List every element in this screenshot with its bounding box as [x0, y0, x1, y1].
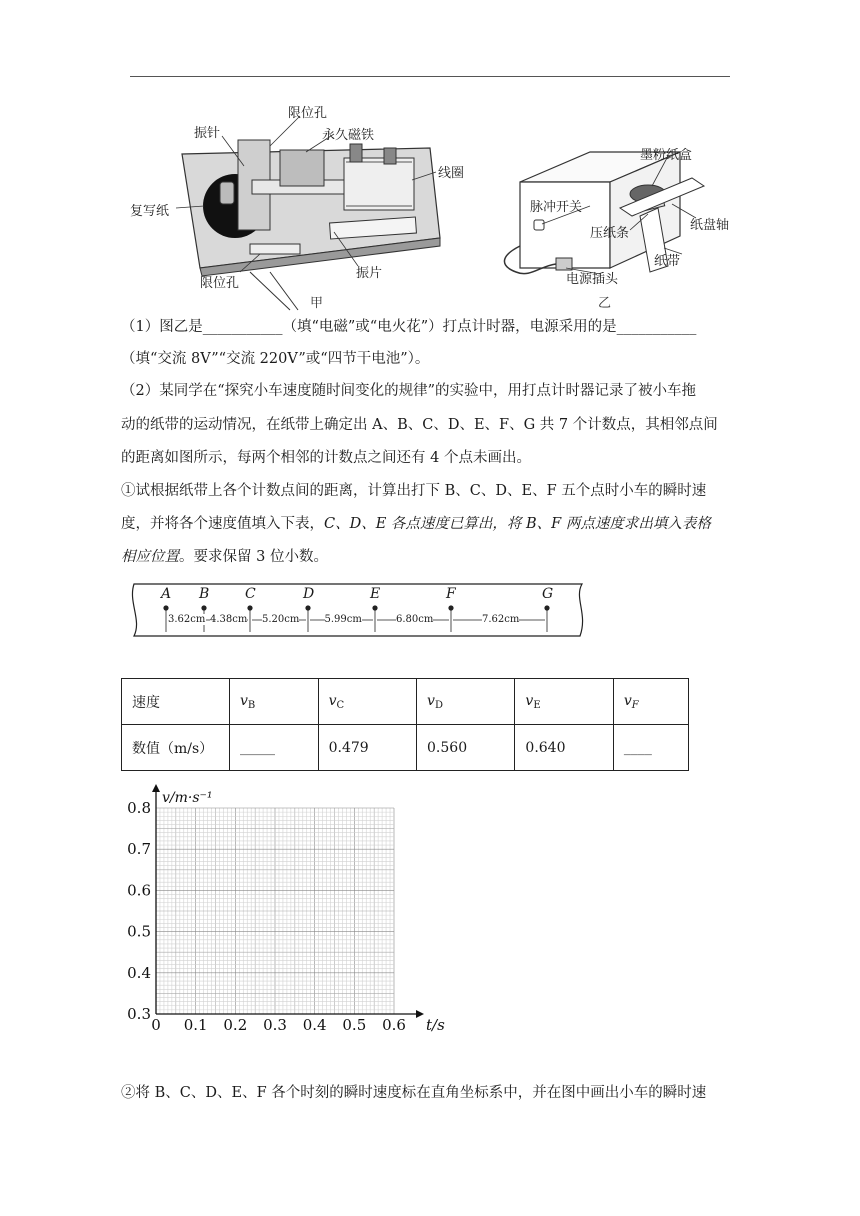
tape-distance-label: 5.20cm	[262, 614, 300, 625]
tape-distance-label: 5.99cm	[324, 614, 362, 625]
velocity-symbol: v	[427, 692, 435, 709]
q2-sub1-line3-italic: 相应位置	[121, 549, 179, 565]
table-row	[122, 679, 689, 725]
callout-coil: 线圈	[438, 166, 465, 181]
table-row	[122, 725, 689, 771]
callout-limit-hole-top: 限位孔	[288, 106, 328, 121]
table-col-vb	[230, 679, 319, 725]
tape-point-label: E	[370, 586, 381, 602]
tape-point-label: G	[542, 586, 554, 602]
q2-sub1-line2-italic: C、D、E 各点速度已算出，将 B、F 两点速度求出填入表格	[324, 516, 711, 532]
paper-tape	[128, 580, 586, 640]
velocity-symbol: v	[328, 692, 337, 709]
tape-point-label: A	[161, 586, 172, 602]
table-cell-vf-blank[interactable]: ____	[613, 725, 688, 771]
y-tick-label: 0.7	[127, 840, 151, 859]
table-cell-ve: 0.640	[515, 725, 613, 771]
table-col-ve	[515, 679, 613, 725]
x-tick-label: 0.2	[223, 1016, 248, 1034]
velocity-subscript: B	[247, 699, 256, 711]
q2-sub1-line1: ①试根据纸带上各个计数点间的距离，计算出打下 B、C、D、E、F 五个点时小车的瞬时速	[121, 483, 707, 499]
y-tick-label: 0.5	[127, 922, 151, 941]
x-axis-arrow	[416, 1010, 424, 1018]
table-cell-vb-blank[interactable]: _____	[230, 725, 319, 771]
q2-line2: 动的纸带的运动情况，在纸带上确定出 A、B、C、D、E、F、G 共 7 个计数点，其相邻点间	[121, 417, 718, 433]
q2-sub2-line1: ②将 B、C、D、E、F 各个时刻的瞬时速度标在直角坐标系中，并在图中画出小车的瞬时速	[121, 1085, 707, 1101]
x-tick-label: 0.5	[342, 1016, 367, 1034]
tape-distance-label: 6.80cm	[396, 614, 434, 625]
callout-paper-tape: 纸带	[654, 254, 681, 269]
x-axis-label: t/s	[426, 1016, 445, 1034]
tape-distance-label: 3.62cm	[168, 614, 206, 625]
x-tick-label: 0.3	[263, 1016, 287, 1034]
x-tick-label: 0.4	[302, 1016, 327, 1034]
paper-tape-drawing	[128, 580, 586, 640]
x-tick-label: 0	[151, 1016, 161, 1034]
callout-paper-reel-axis: 纸盘轴	[690, 218, 730, 233]
q2-sub1-line3	[121, 542, 733, 572]
tape-point-label: D	[303, 586, 315, 602]
table-header-speed: 速度	[122, 679, 230, 725]
callout-vibrating-plate: 振片	[356, 266, 383, 281]
tape-distance-label: 7.62cm	[482, 614, 520, 625]
vt-graph	[120, 778, 445, 1040]
table-cell-vc: 0.479	[318, 725, 416, 771]
callout-paper-press-strip: 压纸条	[590, 226, 630, 241]
velocity-subscript: C	[336, 699, 345, 711]
callout-toner-box: 墨粉纸盒	[640, 148, 693, 163]
vt-graph-svg	[120, 778, 445, 1040]
header-rule	[130, 76, 730, 77]
x-tick-label: 0.1	[183, 1016, 208, 1034]
table-col-vd	[417, 679, 515, 725]
x-tick-label: 0.6	[382, 1016, 406, 1034]
q2-sub1-line3-normal: 。要求保留 3 位小数。	[179, 549, 328, 565]
callout-power-plug: 电源插头	[566, 272, 619, 287]
figure-jia-caption: 甲	[310, 296, 324, 311]
tape-point-label: B	[199, 586, 210, 602]
table-cell-vd: 0.560	[417, 725, 515, 771]
tape-point-label: C	[245, 586, 256, 602]
velocity-subscript: E	[533, 699, 541, 711]
table-col-vf	[613, 679, 688, 725]
y-tick-label: 0.8	[127, 799, 151, 817]
callout-vibrating-needle: 振针	[194, 126, 221, 141]
q2-line1: （2）某同学在“探究小车速度随时间变化的规律”的实验中，用打点计时器记录了被小车拖	[121, 383, 697, 399]
table-col-vc	[318, 679, 416, 725]
velocity-symbol: v	[525, 692, 534, 709]
y-tick-label: 0.6	[127, 881, 151, 900]
velocity-table	[121, 678, 689, 771]
y-axis-arrow	[152, 784, 160, 792]
figure-yi-caption: 乙	[598, 296, 612, 311]
y-tick-label: 0.3	[127, 1005, 151, 1023]
callout-pulse-switch: 脉冲开关	[530, 200, 583, 215]
q2-sub1-line2	[121, 509, 733, 539]
velocity-subscript: F	[631, 699, 639, 711]
q1-line1: （1）图乙是___________（填“电磁”或“电火花”）打点计时器，电源采用的是___________	[121, 319, 697, 335]
y-tick-label: 0.4	[127, 963, 151, 982]
table-header-value: 数值（m/s）	[122, 725, 230, 771]
q1-line2: （填“交流 8V”“交流 220V”或“四节干电池”）。	[121, 351, 430, 367]
tape-point-label: F	[446, 586, 456, 602]
q2-sub1-line2-normal: 度，并将各个速度值填入下表，	[121, 516, 324, 532]
velocity-symbol: v	[623, 692, 632, 709]
q2-line3: 的距离如图所示，每两个相邻的计数点之间还有 4 个点未画出。	[121, 450, 531, 466]
velocity-subscript: D	[434, 699, 443, 711]
callout-limit-hole-bottom: 限位孔	[200, 276, 240, 291]
velocity-symbol: v	[240, 692, 248, 709]
y-axis-label: v/m·s⁻¹	[162, 790, 213, 806]
callout-permanent-magnet: 永久磁铁	[322, 128, 375, 143]
timer-figures	[120, 96, 760, 312]
tape-distance-label: 4.38cm	[210, 614, 248, 625]
callout-carbon-paper: 复写纸	[130, 204, 170, 219]
